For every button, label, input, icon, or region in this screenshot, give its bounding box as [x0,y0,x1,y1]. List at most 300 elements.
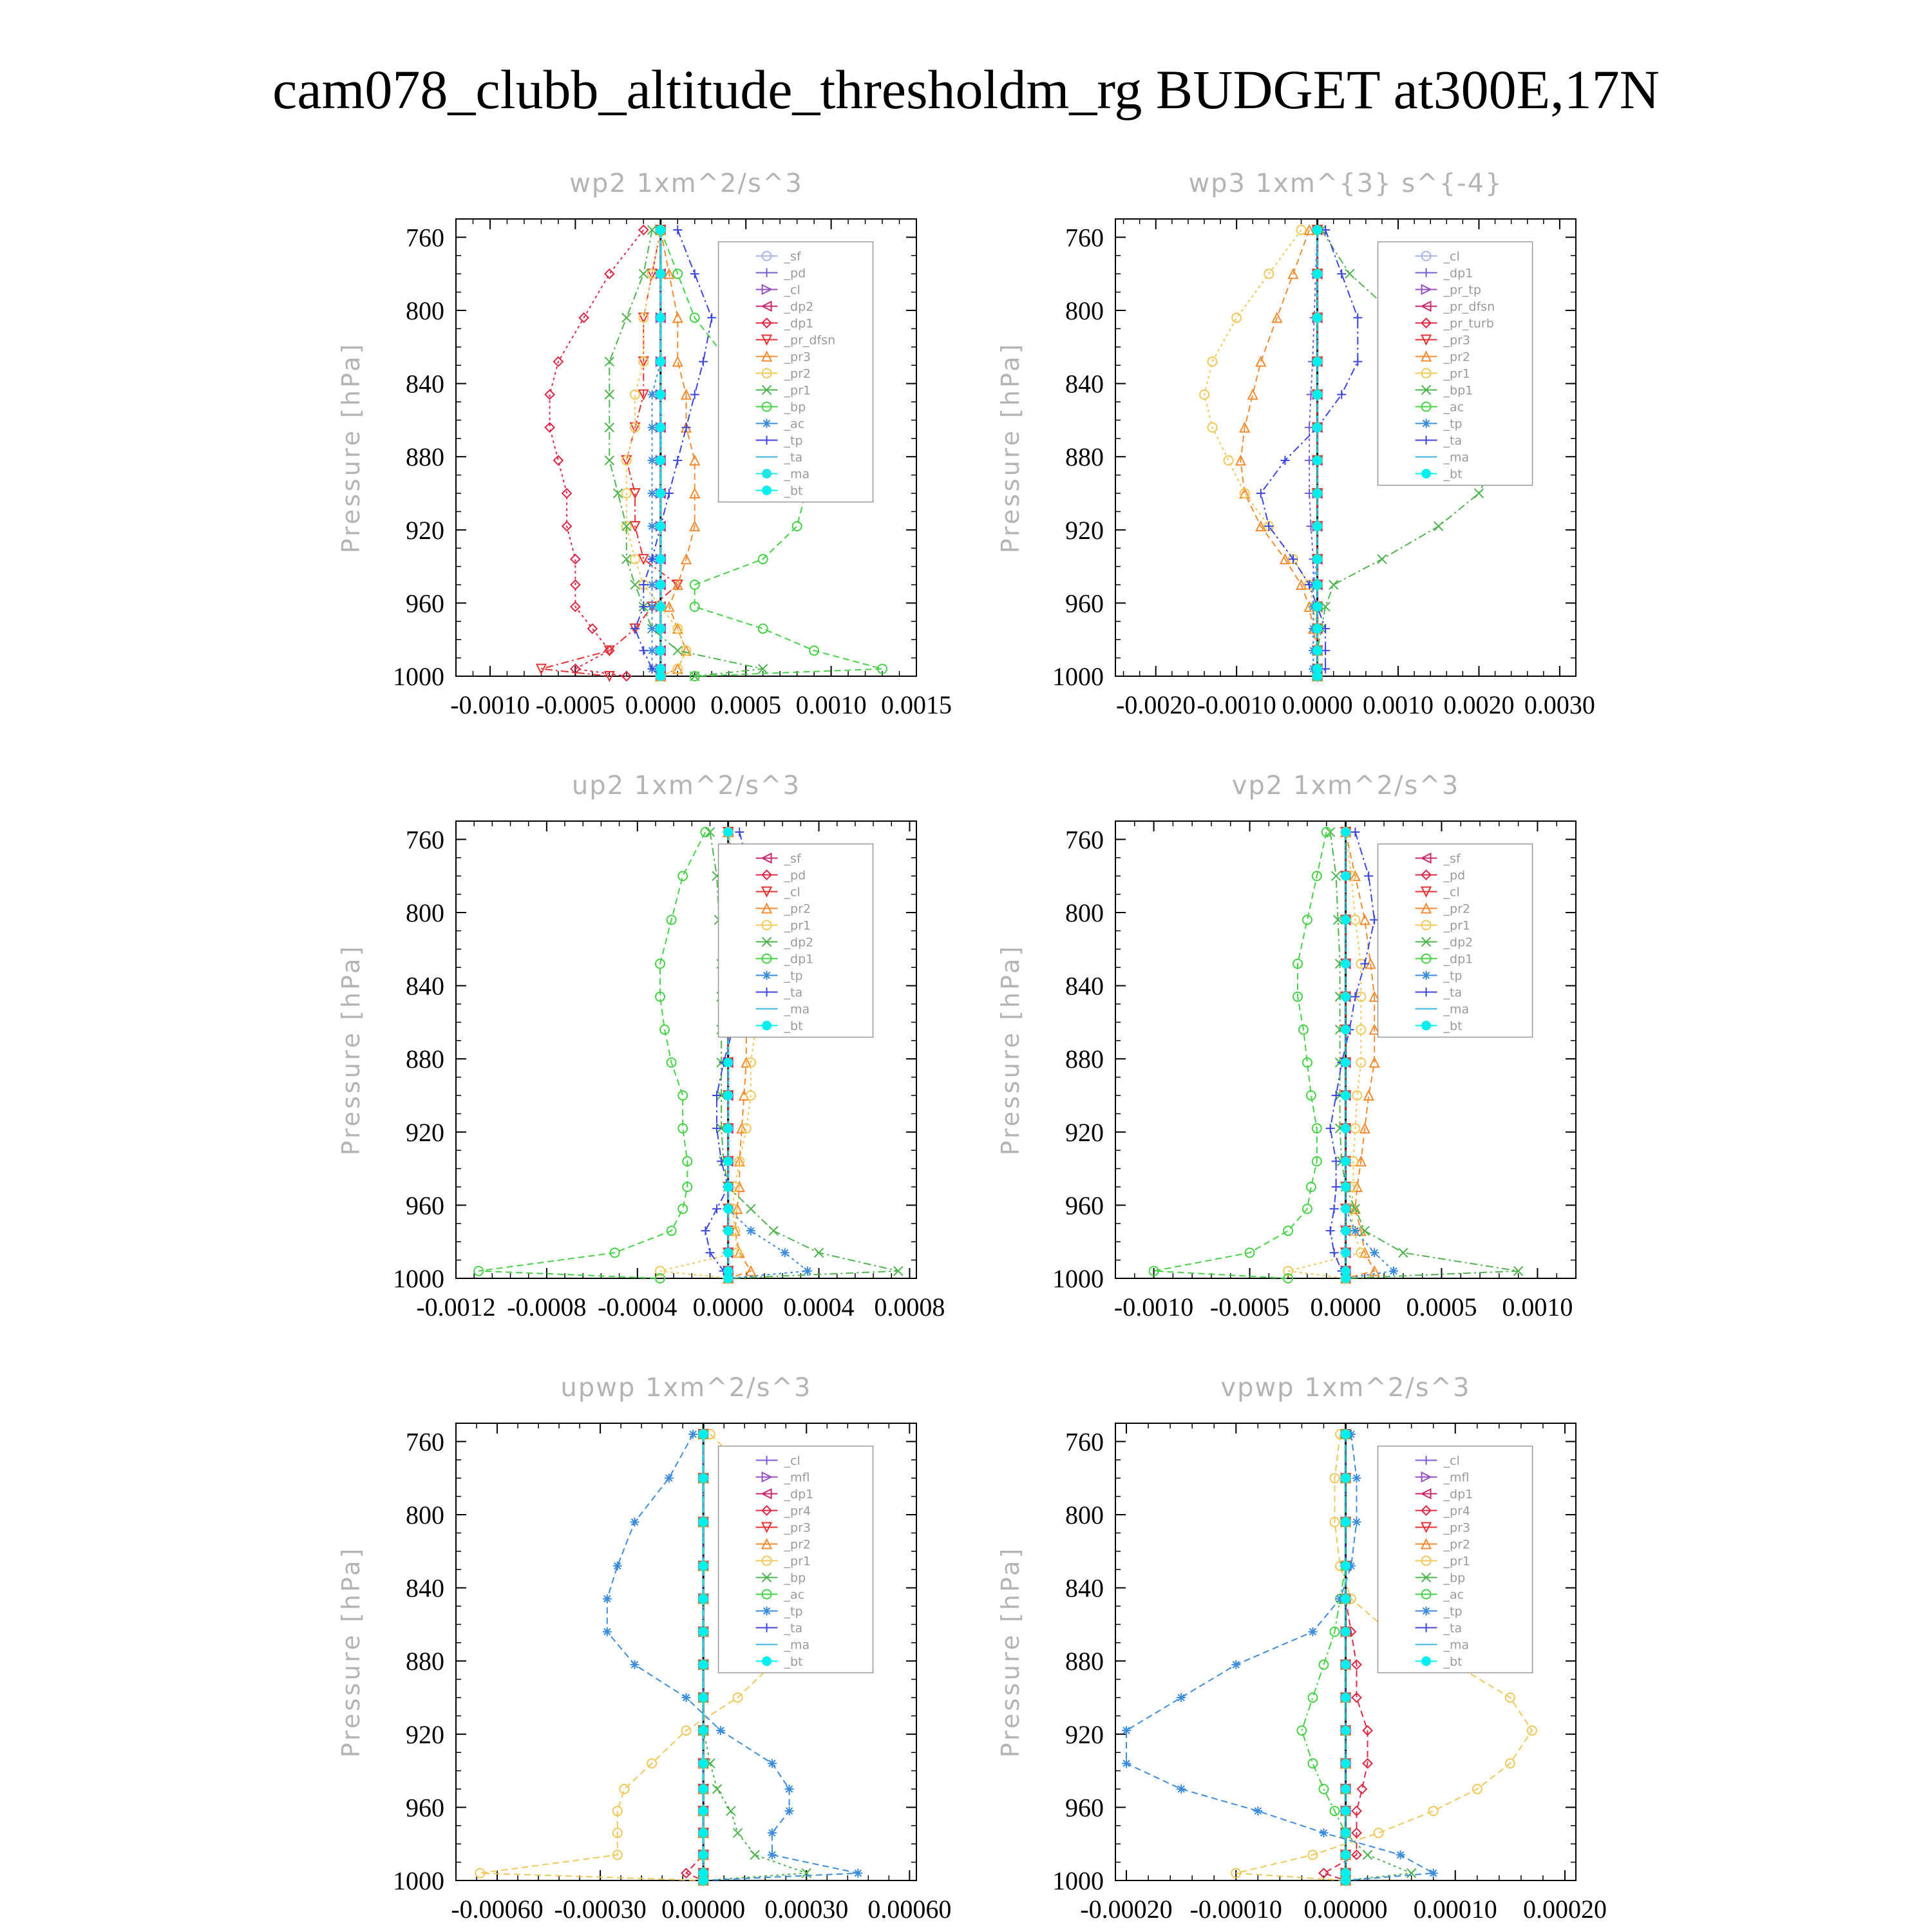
data-point [785,1785,794,1794]
data-point [750,1850,759,1859]
y-tick-label: 920 [1065,1117,1104,1147]
data-point [712,1124,721,1133]
data-point [678,871,687,880]
legend-entry: _bt [1443,467,1463,482]
y-tick-label: 840 [406,369,444,399]
legend [719,1446,873,1673]
panel-5 [337,1373,951,1924]
data-point [1177,1693,1186,1702]
x-tick-label: -0.0012 [416,1293,496,1321]
y-tick-label: 840 [1065,1573,1104,1603]
data-point [1429,1806,1438,1815]
data-point [1122,1726,1131,1735]
legend-entry: _sf [784,851,801,866]
y-tick-label: 880 [1065,1647,1104,1676]
data-point [699,1430,708,1439]
data-point [630,554,639,564]
data-point [1341,1850,1350,1859]
legend-entry: _tp [784,1604,803,1619]
panel-2 [996,169,1595,719]
x-tick-label: 0.0010 [795,690,867,719]
data-point [656,225,665,234]
data-point [699,1595,708,1604]
legend-marker [762,971,772,980]
legend-entry: _ta [784,985,803,1000]
y-tick-label: 920 [406,1719,444,1749]
legend-entry: _bt [1443,1654,1463,1669]
series-line [1154,832,1327,1278]
x-tick-label: -0.00010 [1189,1895,1282,1924]
series-ac [648,225,665,681]
legend-entry: _tp [1443,1604,1463,1619]
x-tick-label: -0.00030 [554,1895,647,1924]
data-point [648,456,657,465]
legend-marker [762,1021,772,1030]
data-point [724,1204,733,1213]
data-point [648,522,657,531]
data-point [1396,1850,1405,1859]
legend-entry: _ta [1443,1621,1463,1636]
data-point [688,1430,697,1439]
legend-marker [1422,1021,1431,1030]
data-point [1352,1517,1361,1526]
data-point [1332,871,1341,880]
legend-marker [1422,419,1431,428]
panel-4 [996,771,1576,1321]
y-tick-label: 800 [406,296,444,325]
data-point [768,1850,777,1859]
legend-entry: _ta [784,1621,803,1636]
data-point [648,423,657,432]
data-point [853,1869,862,1878]
x-tick-label: 0.00000 [1303,1895,1388,1924]
data-point [1208,357,1217,366]
legend-entry: _pr_turb [1443,316,1494,331]
legend-entry: _tp [784,969,803,983]
legend-entry: _ac [784,1587,805,1602]
x-tick-label: -0.0010 [450,690,530,719]
data-point [682,1693,691,1702]
y-tick-label: 880 [406,1045,444,1074]
x-tick-label: 0.00060 [867,1895,952,1924]
data-point [1389,1267,1398,1276]
data-point [1313,269,1322,278]
legend-entry: _mfl [1443,1470,1470,1485]
data-point [605,357,614,366]
x-tick-label: 0.00000 [661,1895,746,1924]
legend-entry: _pr_tp [1443,283,1481,298]
x-tick-label: -0.0008 [507,1293,587,1321]
y-tick-label: 840 [406,1573,444,1603]
data-point [699,1517,708,1526]
legend-entry: _pr1 [1443,918,1471,933]
legend-entry: _ma [1443,450,1470,465]
data-point [656,554,665,564]
legend-entry: _ma [1443,1002,1470,1017]
x-tick-label: 0.0000 [1310,1293,1381,1321]
data-point [1353,313,1362,322]
legend [719,844,873,1037]
legend-entry: _pr1 [1443,1554,1471,1569]
data-point [1122,1759,1131,1768]
data-point [1352,1473,1361,1482]
series-dp1 [545,225,649,681]
data-point [1341,1828,1350,1837]
x-tick-label: 0.0004 [783,1293,855,1321]
y-tick-label: 880 [1065,1045,1104,1074]
x-tick-label: -0.0010 [1113,1293,1194,1321]
data-point [613,1562,622,1571]
y-tick-label: 800 [406,898,444,927]
data-point [656,672,665,681]
data-point [1308,1627,1317,1636]
data-point [1341,1157,1350,1166]
data-point [554,456,563,465]
data-point [759,624,768,633]
data-point [656,313,665,322]
data-point [620,1785,629,1794]
series-ac [1297,1430,1350,1885]
series-pr2 [622,225,691,681]
data-point [734,1828,743,1837]
data-point [1353,357,1362,366]
data-point [1313,456,1322,465]
legend-entry: _pr4 [784,1504,811,1519]
data-point [699,1876,708,1885]
data-point [1341,1595,1350,1604]
legend-entry: _bp [1443,1571,1466,1586]
y-axis-label: Pressure [hPa] [337,341,365,554]
data-point [614,489,623,498]
data-point [1378,554,1387,564]
legend-entry: _pr3 [1443,333,1471,348]
x-tick-label: -0.00060 [451,1895,544,1924]
x-tick-label: 0.0005 [1406,1293,1477,1321]
legend-entry: _pr1 [1443,366,1471,381]
data-point [1326,1226,1335,1235]
y-tick-label: 920 [1065,515,1104,545]
legend-entry: _ac [784,417,805,431]
data-point [1341,1124,1350,1133]
panel-title: vp2 1xm^2/s^3 [1231,771,1460,800]
data-point [699,357,708,366]
data-point [724,828,733,837]
data-point [1313,357,1322,366]
data-point [1303,915,1312,924]
legend-marker [762,486,772,495]
data-point [699,1828,708,1837]
legend-entry: _ma [784,1638,810,1653]
data-point [1313,672,1322,681]
data-point [1350,828,1359,837]
data-point [1341,1726,1350,1735]
legend-entry: _mfl [784,1470,810,1485]
data-point [648,624,657,633]
data-point [630,580,639,589]
data-point [699,1693,708,1702]
legend-marker [1422,469,1431,478]
legend-entry: _ma [784,1002,810,1017]
legend-entry: _ta [1443,433,1463,448]
data-point [746,1226,755,1235]
data-point [699,1473,708,1482]
data-point [1313,313,1322,322]
x-tick-label: 0.0015 [881,690,952,719]
y-tick-label: 760 [406,1427,444,1457]
data-point [690,390,699,399]
data-point [1337,390,1346,399]
data-point [1434,522,1443,531]
y-tick-label: 960 [406,1793,444,1823]
data-point [673,313,682,322]
legend-entry: _cl [1443,885,1460,900]
data-point [699,1759,708,1768]
data-point [1337,269,1346,278]
x-tick-label: 0.0000 [692,1293,764,1321]
data-point [1341,1517,1350,1526]
data-point [1341,1274,1350,1283]
data-point [656,390,665,399]
x-tick-label: 0.00030 [764,1895,849,1924]
legend-entry: _tp [1443,969,1463,983]
data-point [781,1248,790,1257]
data-point [630,1517,639,1526]
data-point [648,390,657,399]
legend-entry: _tp [784,433,803,448]
legend-entry: _cl [1443,249,1460,264]
legend-entry: _sf [1443,851,1461,866]
legend-entry: _dp2 [784,935,814,950]
legend-entry: _bp1 [1443,383,1473,398]
y-tick-label: 920 [406,515,444,545]
legend-entry: _pr2 [1443,902,1471,916]
data-point [665,1473,674,1482]
y-axis-label: Pressure [hPa] [337,1546,365,1758]
data-point [768,1759,777,1768]
data-point [1280,456,1289,465]
x-tick-label: -0.0005 [1209,1293,1290,1321]
legend-entry: _pd [784,868,806,883]
legend-entry: _dp1 [1443,1487,1473,1502]
y-axis-label: Pressure [hPa] [337,943,365,1156]
data-point [1308,1693,1317,1702]
data-point [1345,269,1354,278]
legend-entry: _bt [1443,1019,1463,1034]
data-point [1332,1091,1341,1100]
data-point [724,1058,733,1067]
figure-title: cam078_clubb_altitude_thresholdm_rg BUDGET at300E,17N [272,59,1660,120]
legend-entry: _pr2 [784,366,811,381]
data-point [656,646,665,655]
legend-entry: _bp [784,1571,806,1586]
legend-entry: _dp1 [784,316,814,331]
data-point [605,269,614,278]
data-point [1429,1869,1438,1878]
data-point [648,646,657,655]
legend-entry: _bt [784,1654,803,1669]
data-point [1370,1248,1379,1257]
series-dp1 [1150,828,1331,1283]
x-tick-label: 0.0000 [625,690,696,719]
data-point [1283,1226,1293,1235]
data-point [1341,1876,1350,1885]
panel-1 [337,169,952,719]
y-tick-label: 1000 [1052,1264,1104,1293]
data-point [746,1204,755,1213]
legend-marker [1422,1607,1431,1616]
legend-entry: _ac [1443,400,1464,415]
x-tick-label: -0.0005 [535,690,616,719]
data-point [699,1660,708,1669]
data-point [1232,313,1241,322]
data-point [724,1182,733,1191]
legend-entry: _dp1 [1443,266,1473,281]
y-axis-label: Pressure [hPa] [996,1546,1025,1758]
legend-entry: _pr_dfsn [1443,299,1495,314]
data-point [716,1726,725,1735]
data-point [673,225,682,234]
y-tick-label: 1000 [1052,1866,1104,1895]
data-point [724,1226,733,1235]
y-tick-label: 800 [406,1501,444,1530]
data-point [1319,1828,1328,1837]
legend [1378,1446,1533,1673]
data-point [1177,1785,1186,1794]
panels-group [337,169,1607,1924]
legend-entry: _pr3 [784,1520,811,1535]
x-tick-label: 0.0008 [874,1293,945,1321]
data-point [724,1157,733,1166]
data-point [1313,580,1322,589]
x-tick-label: 0.0000 [1282,690,1353,719]
data-point [1341,1430,1350,1439]
legend-entry: _pd [784,266,806,281]
legend-entry: _dp1 [1443,952,1473,967]
data-point [1350,1226,1359,1235]
y-tick-label: 800 [1065,296,1104,325]
y-tick-label: 1000 [393,662,444,691]
data-point [724,1248,733,1257]
series-pr2 [1236,225,1321,681]
data-point [656,456,665,465]
legend-marker [762,469,772,478]
data-point [1332,1182,1341,1191]
data-point [724,1091,733,1100]
data-point [735,828,744,837]
legend-entry: _ma [784,467,810,482]
data-point [1341,1025,1350,1034]
data-point [605,456,614,465]
x-tick-label: 0.00010 [1413,1895,1497,1924]
legend-entry: _pr2 [784,902,811,916]
data-point [673,646,682,655]
legend-entry: _dp2 [1443,935,1473,950]
y-tick-label: 840 [1065,369,1104,399]
data-point [665,489,674,498]
data-point [1253,1806,1262,1815]
y-tick-label: 880 [1065,442,1104,472]
data-point [712,1204,721,1213]
data-point [639,554,648,564]
data-point [1341,1785,1350,1794]
data-point [1313,225,1322,234]
data-point [639,269,648,278]
panel-title: vpwp 1xm^2/s^3 [1220,1373,1471,1403]
data-point [656,423,665,432]
data-point [656,624,665,633]
data-point [1341,992,1350,1001]
legend-entry: _cl [784,283,800,298]
data-point [656,522,665,531]
legend-marker [762,1657,772,1666]
data-point [1313,423,1322,432]
data-point [545,390,554,399]
data-point [1313,390,1322,399]
data-point [1341,1627,1350,1636]
series-dp1 [474,828,710,1283]
data-point [656,489,665,498]
data-point [1360,960,1369,969]
legend-entry: _pr4 [1443,1504,1471,1519]
data-point [726,1806,735,1815]
y-axis-label: Pressure [hPa] [996,341,1025,554]
data-point [1341,1660,1350,1669]
data-point [1341,1091,1350,1100]
data-point [1330,1248,1339,1257]
series-line [550,230,644,676]
data-point [605,423,614,432]
y-tick-label: 1000 [393,1264,444,1293]
legend-entry: _tp [1443,417,1463,431]
series-pr3 [656,225,699,681]
data-point [603,1595,612,1604]
series-pr1 [1283,828,1365,1283]
x-tick-label: 0.0010 [1363,690,1434,719]
legend-marker [1422,971,1431,980]
data-point [656,269,665,278]
data-point [1313,646,1322,655]
panel-title: up2 1xm^2/s^3 [571,771,801,800]
data-point [656,580,665,589]
legend-entry: _pr_dfsn [784,333,836,348]
data-point [630,489,639,498]
data-point [1313,489,1322,498]
x-tick-label: 0.0010 [1502,1293,1573,1321]
series-pr2 [1341,828,1379,1283]
series-line [1204,230,1318,676]
data-point [699,1627,708,1636]
data-point [1341,1759,1350,1768]
legend-entry: _pd [1443,868,1466,883]
data-point [1370,1058,1379,1067]
legend-entry: _ta [784,450,803,465]
legend-entry: _ma [1443,1638,1470,1653]
data-point [699,1562,708,1571]
data-point [1248,390,1257,399]
legend-entry: _bt [784,484,803,498]
series-ta [1256,225,1363,681]
y-tick-label: 760 [1065,1427,1104,1457]
data-point [701,1226,710,1235]
data-point [1364,871,1373,880]
legend-entry: _pr2 [784,1537,811,1552]
data-point [1313,602,1322,611]
data-point [1474,489,1483,498]
legend-entry: _pr1 [784,1554,811,1569]
legend-entry: _ac [1443,1587,1464,1602]
legend-entry: _pr1 [784,383,811,398]
y-tick-label: 800 [1065,898,1104,927]
